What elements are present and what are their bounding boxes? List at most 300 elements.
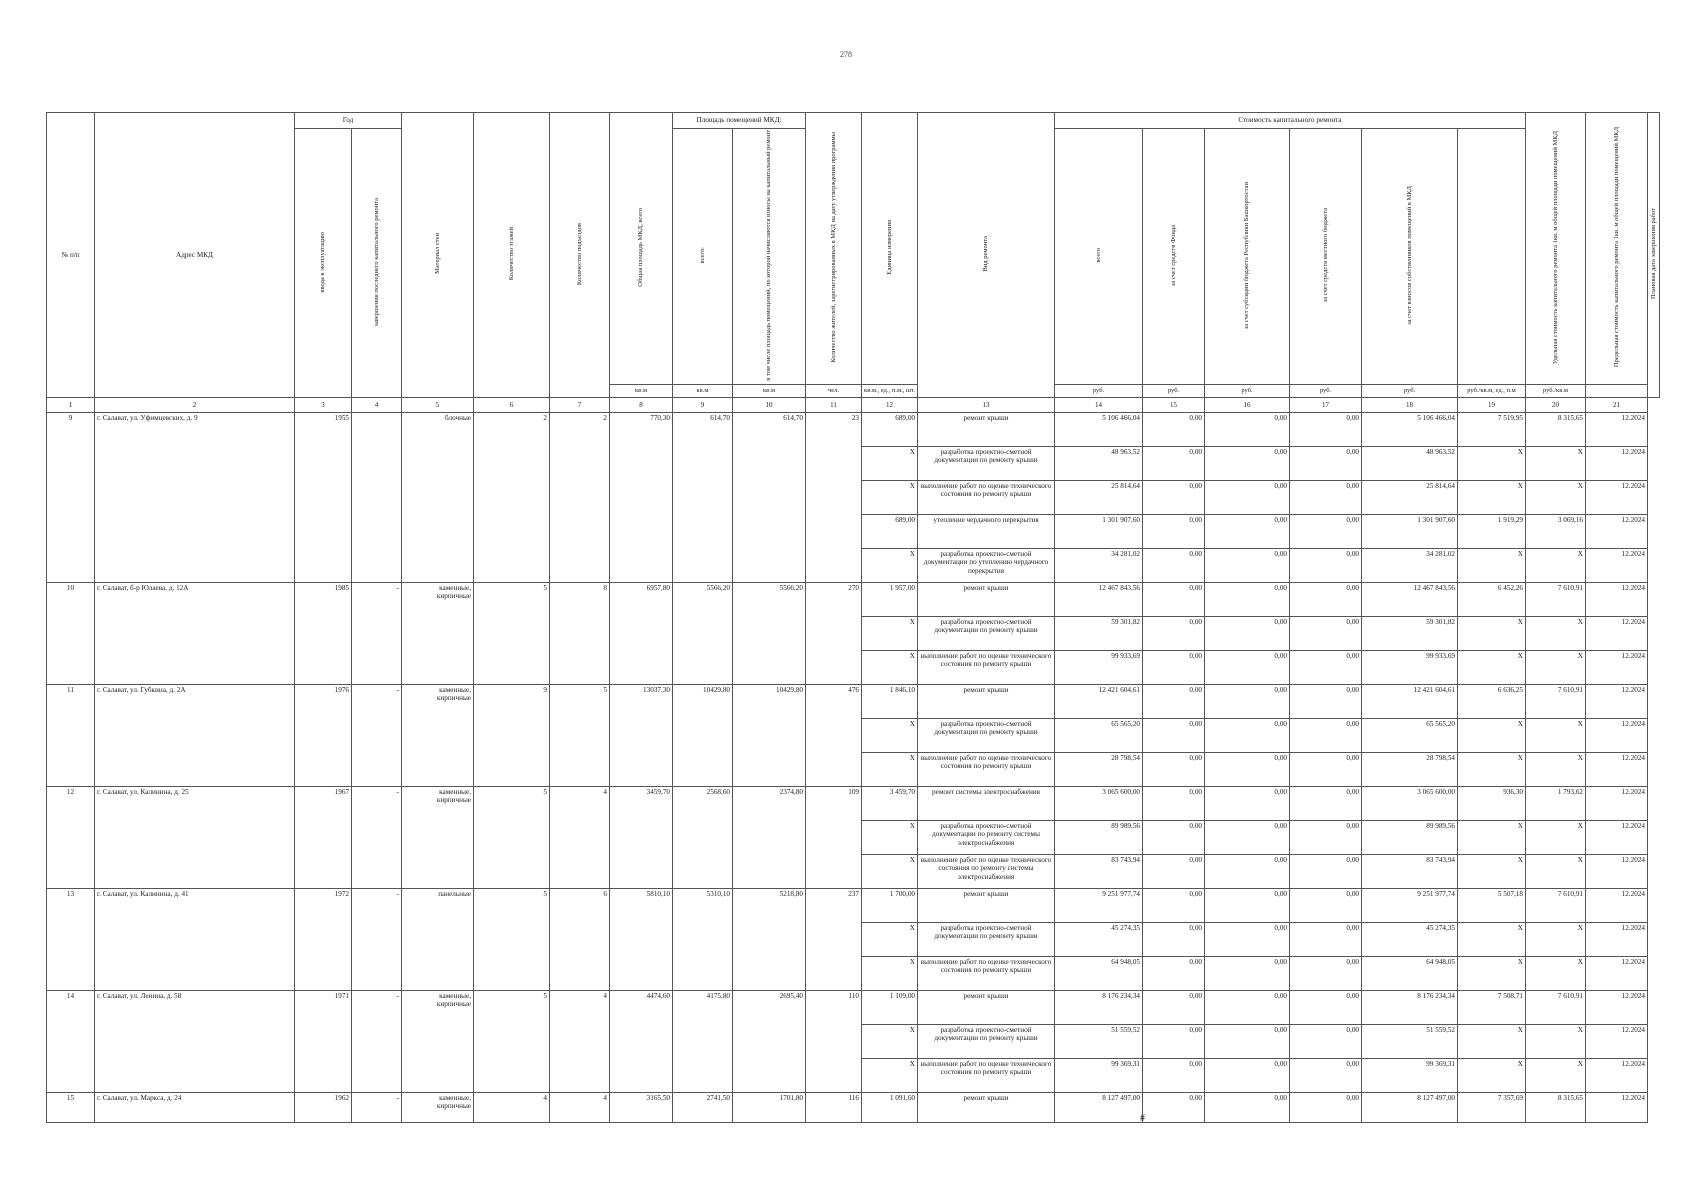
cost-total: 34 281,02 [1055,549,1143,583]
cost-owners: 28 798,54 [1362,753,1458,787]
cost-owners: 83 743,94 [1362,855,1458,889]
work-unit: X [862,617,918,651]
table-row [47,889,1660,923]
work-unit: X [862,719,918,753]
work-type: выполнение работ по оценке технического состояния по ремонту крыши [918,753,1055,787]
cost-fund: 0,00 [1143,753,1205,787]
row-entrances: 4 [550,1093,610,1123]
work-unit: 689,00 [862,515,918,549]
deadline: 12.2024 [1586,1025,1648,1059]
row-wall-material: панельные [402,889,474,991]
deadline: 12.2024 [1586,1059,1648,1093]
deadline: 12.2024 [1586,719,1648,753]
unit-cost: 6 452,26 [1458,583,1526,617]
row-wall-material: каменные, кирпичные [402,685,474,787]
max-cost: X [1526,957,1586,991]
unit-premises-total: кв.м [673,385,733,398]
header-unit-cost: Удельная стоимость капитального ремонта 1кв. м общей площади помещений МКД [1551,130,1559,364]
column-number: 14 [1055,398,1143,413]
row-residents: 476 [806,685,862,787]
header-year-last-repair: завершения последнего капитального ремонта [372,197,380,327]
row-number: 14 [47,991,95,1093]
row-year-last-repair [352,413,402,583]
cost-total: 51 559,52 [1055,1025,1143,1059]
cost-fund: 0,00 [1143,923,1205,957]
column-number: 4 [352,398,402,413]
max-cost: X [1526,821,1586,855]
row-premises-total: 614,70 [673,413,733,583]
unit-cost: X [1458,719,1526,753]
cost-total: 99 933,69 [1055,651,1143,685]
cost-total: 28 798,54 [1055,753,1143,787]
work-type: выполнение работ по оценке технического состояния по ремонту системы электроснабжения [918,855,1055,889]
cost-local: 0,00 [1290,515,1362,549]
cost-local: 0,00 [1290,685,1362,719]
cost-total: 83 743,94 [1055,855,1143,889]
unit-cost: X [1458,617,1526,651]
cost-budget: 0,00 [1205,1059,1290,1093]
row-residents: 23 [806,413,862,583]
work-type: выполнение работ по оценке технического состояния по ремонту крыши [918,481,1055,515]
cost-budget: 0,00 [1205,583,1290,617]
cost-fund: 0,00 [1143,889,1205,923]
header-year-commissioning: ввода в эксплуатацию [319,231,327,293]
row-year-commissioning: 1985 [295,583,352,685]
work-type: разработка проектно-сметной документации по ремонту крыши [918,719,1055,753]
deadline: 12.2024 [1586,1093,1648,1123]
row-year-last-repair: - [352,889,402,991]
cost-local: 0,00 [1290,1093,1362,1123]
work-unit: X [862,481,918,515]
cost-owners: 64 948,05 [1362,957,1458,991]
cost-local: 0,00 [1290,1025,1362,1059]
cost-budget: 0,00 [1205,413,1290,447]
cost-local: 0,00 [1290,923,1362,957]
column-number: 5 [402,398,474,413]
cost-local: 0,00 [1290,447,1362,481]
header-cost-group: Стоимость капитального ремонта [1055,113,1526,129]
unit-cost: X [1458,481,1526,515]
row-year-last-repair: - [352,1093,402,1123]
work-type: разработка проектно-сметной документации по ремонту системы электроснабжения [918,821,1055,855]
deadline: 12.2024 [1586,651,1648,685]
cost-local: 0,00 [1290,651,1362,685]
row-total-area: 4474,60 [610,991,673,1093]
cost-total: 12 467 843,56 [1055,583,1143,617]
row-entrances: 5 [550,685,610,787]
cost-fund: 0,00 [1143,651,1205,685]
table-row [47,991,1660,1025]
work-type: ремонт крыши [918,413,1055,447]
row-total-area: 3459,70 [610,787,673,889]
work-type: ремонт крыши [918,685,1055,719]
cost-fund: 0,00 [1143,583,1205,617]
cost-budget: 0,00 [1205,447,1290,481]
header-num: № п/п [47,113,95,398]
cost-fund: 0,00 [1143,549,1205,583]
table-row [47,685,1660,719]
column-number: 2 [95,398,295,413]
row-address: г. Салават, ул. Калинина, д. 41 [95,889,295,991]
work-type: разработка проектно-сметной документации по ремонту крыши [918,1025,1055,1059]
cost-budget: 0,00 [1205,821,1290,855]
work-type: разработка проектно-сметной документации по ремонту крыши [918,923,1055,957]
work-type: разработка проектно-сметной документации по ремонту крыши [918,447,1055,481]
cost-total: 8 176 234,34 [1055,991,1143,1025]
column-number: 8 [610,398,673,413]
header-address: Адрес МКД [95,113,295,398]
table-row [47,583,1660,617]
cost-total: 65 565,20 [1055,719,1143,753]
cost-owners: 8 127 497,00 [1362,1093,1458,1123]
header-cost-budget: за счет субсидии бюджета Республики Башкортостан [1243,181,1251,330]
cost-local: 0,00 [1290,821,1362,855]
header-work-type: Вид ремонта [982,236,990,272]
deadline: 12.2024 [1586,923,1648,957]
column-number: 15 [1143,398,1205,413]
row-year-last-repair: - [352,787,402,889]
cost-owners: 25 814,64 [1362,481,1458,515]
max-cost: X [1526,719,1586,753]
deadline: 12.2024 [1586,957,1648,991]
work-type: ремонт крыши [918,991,1055,1025]
work-unit: 3 459,70 [862,787,918,821]
column-number: 20 [1526,398,1586,413]
row-premises-total: 10429,80 [673,685,733,787]
cost-budget: 0,00 [1205,923,1290,957]
max-cost: X [1526,753,1586,787]
row-year-commissioning: 1962 [295,1093,352,1123]
cost-owners: 48 963,52 [1362,447,1458,481]
cost-budget: 0,00 [1205,685,1290,719]
column-number: 18 [1362,398,1458,413]
cost-local: 0,00 [1290,617,1362,651]
deadline: 12.2024 [1586,447,1648,481]
row-address: г. Салават, б-р Юлаева, д. 12А [95,583,295,685]
header-deadline: Плановая дата завершения работ [1650,208,1657,300]
footer-mark: # [1140,1113,1145,1124]
row-residents: 237 [806,889,862,991]
cost-owners: 5 106 466,04 [1362,413,1458,447]
deadline: 12.2024 [1586,787,1648,821]
unit-cost: X [1458,1025,1526,1059]
row-wall-material: блочные [402,413,474,583]
row-wall-material: каменные, кирпичные [402,991,474,1093]
cost-owners: 8 176 234,34 [1362,991,1458,1025]
unit-cost: X [1458,957,1526,991]
row-residents: 270 [806,583,862,685]
header-cost-owners: за счет взносов собственников помещений в МКД [1405,185,1413,325]
unit-cost: 6 636,25 [1458,685,1526,719]
work-type: ремонт крыши [918,583,1055,617]
deadline: 12.2024 [1586,481,1648,515]
cost-total: 1 301 907,60 [1055,515,1143,549]
max-cost: X [1526,481,1586,515]
work-unit: X [862,855,918,889]
row-wall-material: каменные, кирпичные [402,583,474,685]
cost-owners: 9 251 977,74 [1362,889,1458,923]
header-wall-material: Материал стен [433,233,441,275]
work-unit: X [862,447,918,481]
row-floors: 5 [474,889,550,991]
row-year-commissioning: 1971 [295,991,352,1093]
max-cost: 7 610,91 [1526,583,1586,617]
cost-total: 9 251 977,74 [1055,889,1143,923]
max-cost: 7 610,91 [1526,685,1586,719]
cost-fund: 0,00 [1143,515,1205,549]
row-year-last-repair: - [352,685,402,787]
work-unit: 1 846,10 [862,685,918,719]
unit-cost: X [1458,855,1526,889]
header-premises-residential: в том числе площадь помещений, по которой начисляются взносы на капитальный ремонт [765,130,773,381]
page-number: 278 [840,50,852,59]
cost-budget: 0,00 [1205,651,1290,685]
cost-owners: 89 989,56 [1362,821,1458,855]
header-entrances: Количество подъездов [575,222,583,285]
unit-cost-total: руб. [1055,385,1143,398]
work-type: ремонт системы электроснабжения [918,787,1055,821]
cost-fund: 0,00 [1143,1025,1205,1059]
column-number: 6 [474,398,550,413]
cost-total: 99 369,31 [1055,1059,1143,1093]
cost-budget: 0,00 [1205,889,1290,923]
work-type: ремонт крыши [918,889,1055,923]
row-premises-residential: 5566,20 [733,583,806,685]
header-cost-total: всего [1094,248,1102,263]
unit-total-area: кв.м [610,385,673,398]
unit-cost: 1 919,29 [1458,515,1526,549]
unit-cost-local: руб. [1290,385,1362,398]
row-premises-total: 2568,60 [673,787,733,889]
cost-local: 0,00 [1290,753,1362,787]
unit-cost: 936,30 [1458,787,1526,821]
row-number: 12 [47,787,95,889]
cost-fund: 0,00 [1143,787,1205,821]
cost-local: 0,00 [1290,413,1362,447]
cost-local: 0,00 [1290,719,1362,753]
row-address: г. Салават, ул. Губкина, д. 2А [95,685,295,787]
row-entrances: 8 [550,583,610,685]
header-year-group: Год [295,113,402,129]
capital-repair-table [46,112,1660,1123]
cost-local: 0,00 [1290,1059,1362,1093]
row-premises-total: 2741,50 [673,1093,733,1123]
work-type: выполнение работ по оценке технического состояния по ремонту крыши [918,1059,1055,1093]
unit-premises-residential: кв.м [733,385,806,398]
row-premises-total: 5566,20 [673,583,733,685]
deadline: 12.2024 [1586,855,1648,889]
cost-budget: 0,00 [1205,787,1290,821]
cost-budget: 0,00 [1205,481,1290,515]
row-entrances: 4 [550,991,610,1093]
row-number: 10 [47,583,95,685]
cost-fund: 0,00 [1143,481,1205,515]
table-row [47,1093,1660,1123]
work-unit: X [862,923,918,957]
work-type: выполнение работ по оценке технического состояния по ремонту крыши [918,957,1055,991]
cost-owners: 51 559,52 [1362,1025,1458,1059]
cost-fund: 0,00 [1143,413,1205,447]
unit-cost: X [1458,753,1526,787]
row-premises-residential: 1701,80 [733,1093,806,1123]
row-year-commissioning: 1976 [295,685,352,787]
unit-cost: 7 357,69 [1458,1093,1526,1123]
work-unit: 1 700,00 [862,889,918,923]
work-unit: X [862,549,918,583]
table-row [47,413,1660,447]
max-cost: 3 069,16 [1526,515,1586,549]
max-cost: X [1526,617,1586,651]
max-cost: 8 315,65 [1526,413,1586,447]
row-wall-material: каменные, кирпичные [402,1093,474,1123]
cost-total: 48 963,52 [1055,447,1143,481]
unit-cost: X [1458,447,1526,481]
row-floors: 5 [474,787,550,889]
column-number: 17 [1290,398,1362,413]
row-total-area: 13037,30 [610,685,673,787]
cost-budget: 0,00 [1205,1025,1290,1059]
cost-budget: 0,00 [1205,991,1290,1025]
row-number: 9 [47,413,95,583]
cost-total: 89 989,56 [1055,821,1143,855]
row-floors: 4 [474,1093,550,1123]
work-unit: X [862,753,918,787]
header-premises-total: всего: [698,247,706,264]
header-max-cost: Предельная стоимость капитального ремонта 1кв. м общей площади помещений МКД [1612,127,1620,368]
row-residents: 116 [806,1093,862,1123]
unit-residents: чел. [806,385,862,398]
work-type: разработка проектно-сметной документации по утеплению чердачного перекрытия [918,549,1055,583]
row-total-area: 770,30 [610,413,673,583]
unit-max-cost: руб./кв.м [1526,385,1586,398]
cost-local: 0,00 [1290,583,1362,617]
header-residents: Количество жителей, зарегистрированных в МКД на дату утверждения программы [829,132,837,363]
max-cost: 8 315,65 [1526,1093,1586,1123]
cost-local: 0,00 [1290,991,1362,1025]
cost-fund: 0,00 [1143,1059,1205,1093]
cost-owners: 3 065 600,00 [1362,787,1458,821]
column-number: 7 [550,398,610,413]
column-number: 13 [918,398,1055,413]
unit-cost: X [1458,821,1526,855]
cost-fund: 0,00 [1143,447,1205,481]
cost-total: 3 065 600,00 [1055,787,1143,821]
deadline: 12.2024 [1586,583,1648,617]
column-number: 16 [1205,398,1290,413]
deadline: 12.2024 [1586,549,1648,583]
column-number: 3 [295,398,352,413]
deadline: 12.2024 [1586,685,1648,719]
cost-local: 0,00 [1290,889,1362,923]
work-unit: X [862,957,918,991]
work-unit: X [862,651,918,685]
cost-fund: 0,00 [1143,957,1205,991]
row-floors: 5 [474,583,550,685]
unit-unit-cost: руб./кв.м, ед., п.м [1458,385,1526,398]
max-cost: X [1526,651,1586,685]
row-entrances: 2 [550,413,610,583]
row-address: г. Салават, ул. Ленина, д. 58 [95,991,295,1093]
row-floors: 5 [474,991,550,1093]
work-unit: X [862,1025,918,1059]
row-residents: 110 [806,991,862,1093]
unit-cost: 7 508,71 [1458,991,1526,1025]
cost-owners: 12 421 604,61 [1362,685,1458,719]
header-total-area: Общая площадь МКД, всего [637,208,645,287]
work-type: разработка проектно-сметной документации по ремонту крыши [918,617,1055,651]
cost-owners: 99 933,69 [1362,651,1458,685]
cost-local: 0,00 [1290,549,1362,583]
row-address: г. Салават, ул. Калинина, д. 25 [95,787,295,889]
row-number: 11 [47,685,95,787]
cost-total: 64 948,05 [1055,957,1143,991]
deadline: 12.2024 [1586,515,1648,549]
unit-cost: 7 519,95 [1458,413,1526,447]
cost-budget: 0,00 [1205,549,1290,583]
cost-budget: 0,00 [1205,1093,1290,1123]
deadline: 12.2024 [1586,617,1648,651]
row-number: 13 [47,889,95,991]
header-floors: Количество этажей [507,227,515,281]
cost-budget: 0,00 [1205,515,1290,549]
max-cost: X [1526,1025,1586,1059]
max-cost: X [1526,447,1586,481]
unit-unit: кв.м., ед., п.м., шт. [862,385,918,398]
column-number-row [47,398,1660,413]
row-number: 15 [47,1093,95,1123]
cost-owners: 45 274,35 [1362,923,1458,957]
header-unit: Единица измерения [885,220,893,275]
column-number: 9 [673,398,733,413]
unit-cost-fund: руб. [1143,385,1205,398]
work-type: ремонт крыши [918,1093,1055,1123]
row-floors: 2 [474,413,550,583]
table-body [47,413,1660,1123]
row-premises-residential: 2695,40 [733,991,806,1093]
column-number: 11 [806,398,862,413]
deadline: 12.2024 [1586,413,1648,447]
unit-cost-budget: руб. [1205,385,1290,398]
max-cost: X [1526,549,1586,583]
row-entrances: 6 [550,889,610,991]
cost-fund: 0,00 [1143,991,1205,1025]
row-year-commissioning: 1972 [295,889,352,991]
column-number: 12 [862,398,918,413]
max-cost: 7 610,91 [1526,991,1586,1025]
cost-budget: 0,00 [1205,617,1290,651]
max-cost: X [1526,1059,1586,1093]
work-unit: 1 109,00 [862,991,918,1025]
row-total-area: 5810,10 [610,889,673,991]
cost-budget: 0,00 [1205,753,1290,787]
max-cost: 7 610,91 [1526,889,1586,923]
row-total-area: 6957,80 [610,583,673,685]
cost-total: 59 301,82 [1055,617,1143,651]
work-unit: X [862,1059,918,1093]
row-year-last-repair: - [352,583,402,685]
cost-owners: 1 301 907,60 [1362,515,1458,549]
deadline: 12.2024 [1586,991,1648,1025]
column-number: 1 [47,398,95,413]
cost-local: 0,00 [1290,957,1362,991]
unit-cost: X [1458,923,1526,957]
header-premises-group: Площадь помещений МКД: [673,113,806,129]
cost-local: 0,00 [1290,481,1362,515]
cost-total: 5 106 466,04 [1055,413,1143,447]
row-premises-residential: 614,70 [733,413,806,583]
cost-budget: 0,00 [1205,719,1290,753]
work-unit: X [862,821,918,855]
